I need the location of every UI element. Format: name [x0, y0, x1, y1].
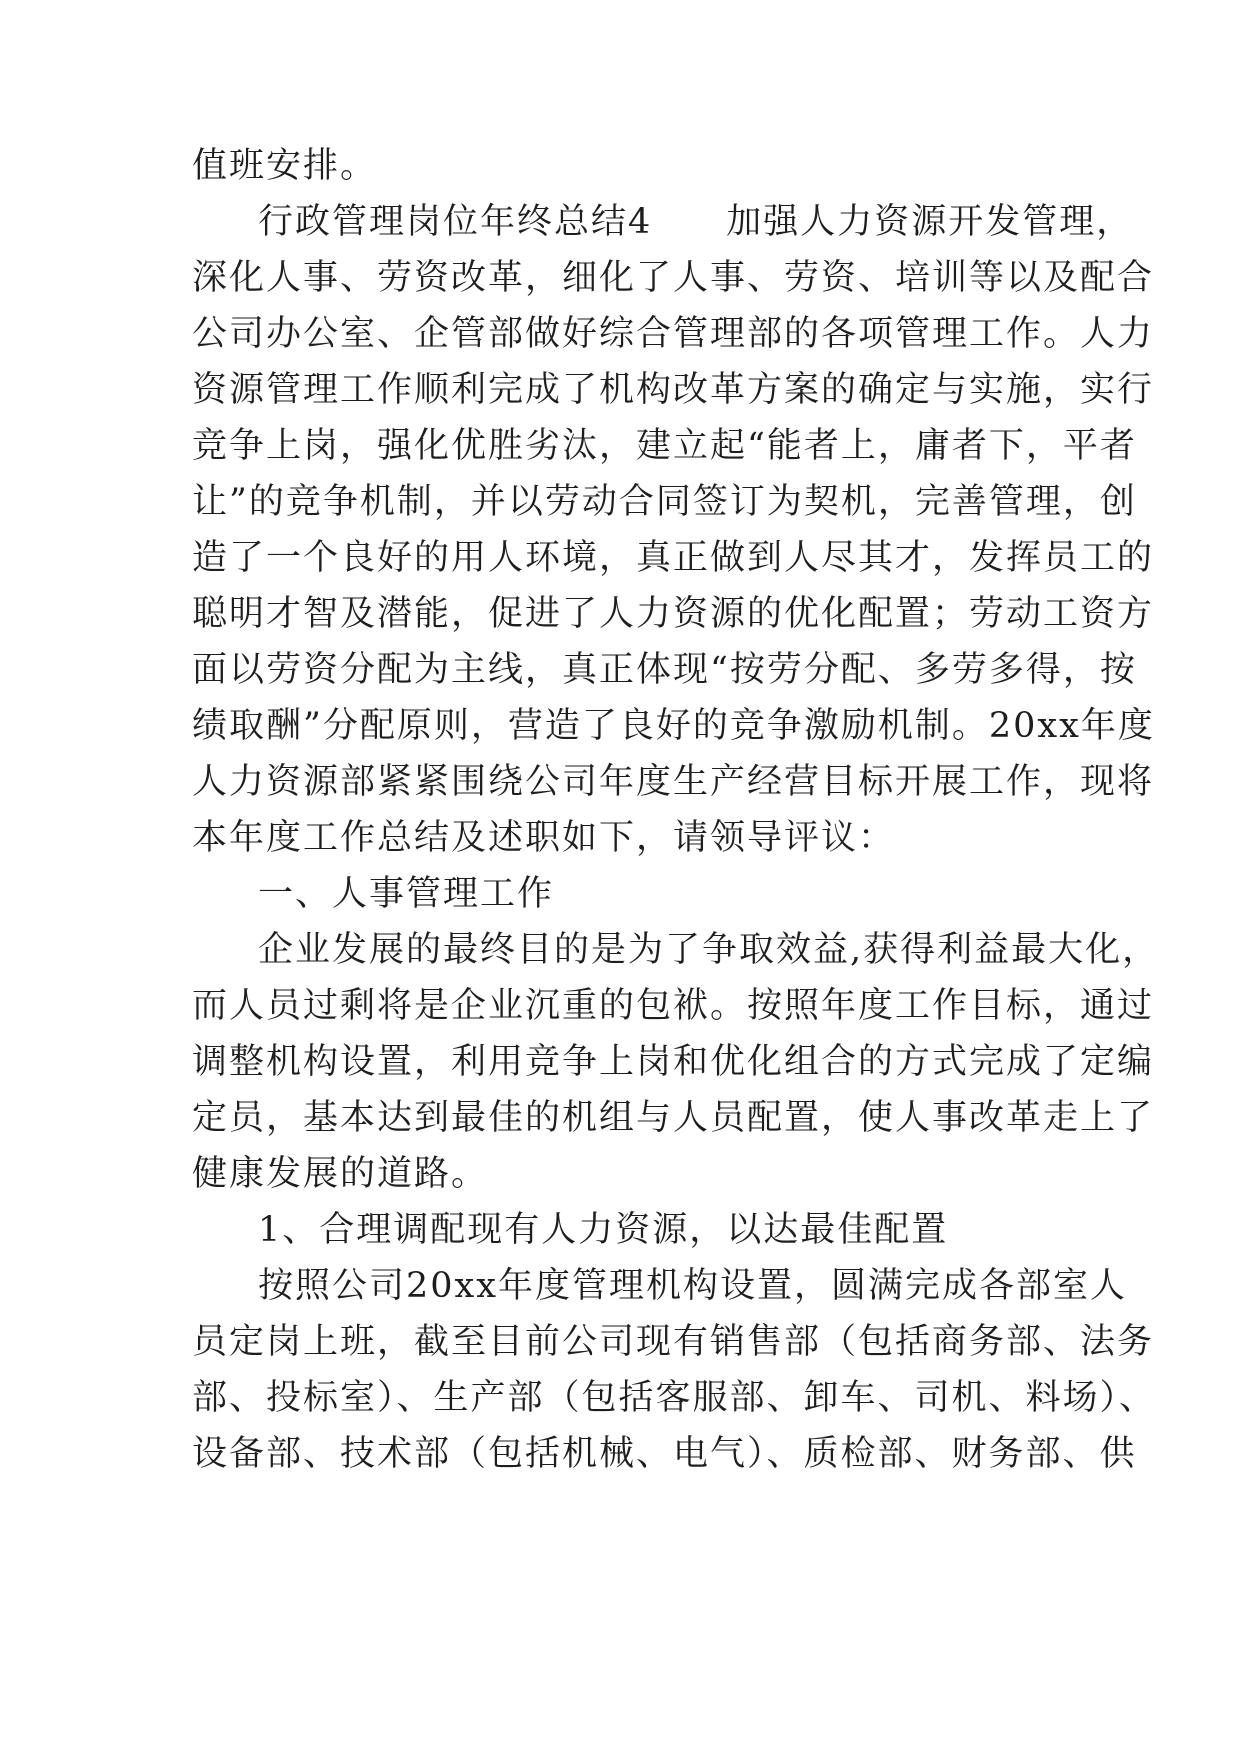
- section-heading: 一、人事管理工作: [258, 874, 555, 914]
- text-line: 调整机构设置，利用竞争上岗和优化组合的方式完成了定编: [192, 1042, 1155, 1082]
- text-line: 造了一个良好的用人环境，真正做到人尽其才，发挥员工的: [192, 538, 1155, 578]
- text-line: 绩取酬”分配原则，营造了良好的竞争激励机制。20xx年度: [192, 706, 1155, 746]
- text-line: 深化人事、劳资改革，细化了人事、劳资、培训等以及配合: [192, 258, 1155, 298]
- subsection-heading: 1、合理调配现有人力资源，以达最佳配置: [258, 1210, 949, 1250]
- text-line: 而人员过剩将是企业沉重的包袱。按照年度工作目标，通过: [192, 986, 1155, 1026]
- text-line: 聪明才智及潜能，促进了人力资源的优化配置；劳动工资方: [192, 594, 1155, 634]
- text-line: 行政管理岗位年终总结4 加强人力资源开发管理，: [258, 202, 1134, 242]
- text-line: 资源管理工作顺利完成了机构改革方案的确定与实施，实行: [192, 370, 1155, 410]
- text-line: 人力资源部紧紧围绕公司年度生产经营目标开展工作，现将: [192, 762, 1155, 802]
- text-line: 本年度工作总结及述职如下，请领导评议：: [192, 818, 896, 858]
- text-line: 值班安排。: [192, 146, 378, 186]
- text-line: 部、投标室）、生产部（包括客服部、卸车、司机、料场）、: [192, 1378, 1157, 1418]
- text-line: 按照公司20xx年度管理机构设置，圆满完成各部室人: [258, 1266, 1128, 1306]
- text-line: 定员，基本达到最佳的机组与人员配置，使人事改革走上了: [192, 1098, 1155, 1138]
- text-line: 健康发展的道路。: [192, 1154, 489, 1194]
- text-line: 企业发展的最终目的是为了争取效益,获得利益最大化，: [258, 930, 1160, 970]
- text-line: 面以劳资分配为主线，真正体现“按劳分配、多劳多得，按: [192, 650, 1137, 690]
- text-line: 公司办公室、企管部做好综合管理部的各项管理工作。人力: [192, 314, 1155, 354]
- text-line: 设备部、技术部（包括机械、电气）、质检部、财务部、供: [192, 1434, 1137, 1474]
- text-line: 员定岗上班，截至目前公司现有销售部（包括商务部、法务: [192, 1322, 1155, 1362]
- text-line: 竞争上岗，强化优胜劣汰，建立起“能者上，庸者下，平者: [192, 426, 1137, 466]
- text-line: 让”的竞争机制，并以劳动合同签订为契机，完善管理，创: [192, 482, 1137, 522]
